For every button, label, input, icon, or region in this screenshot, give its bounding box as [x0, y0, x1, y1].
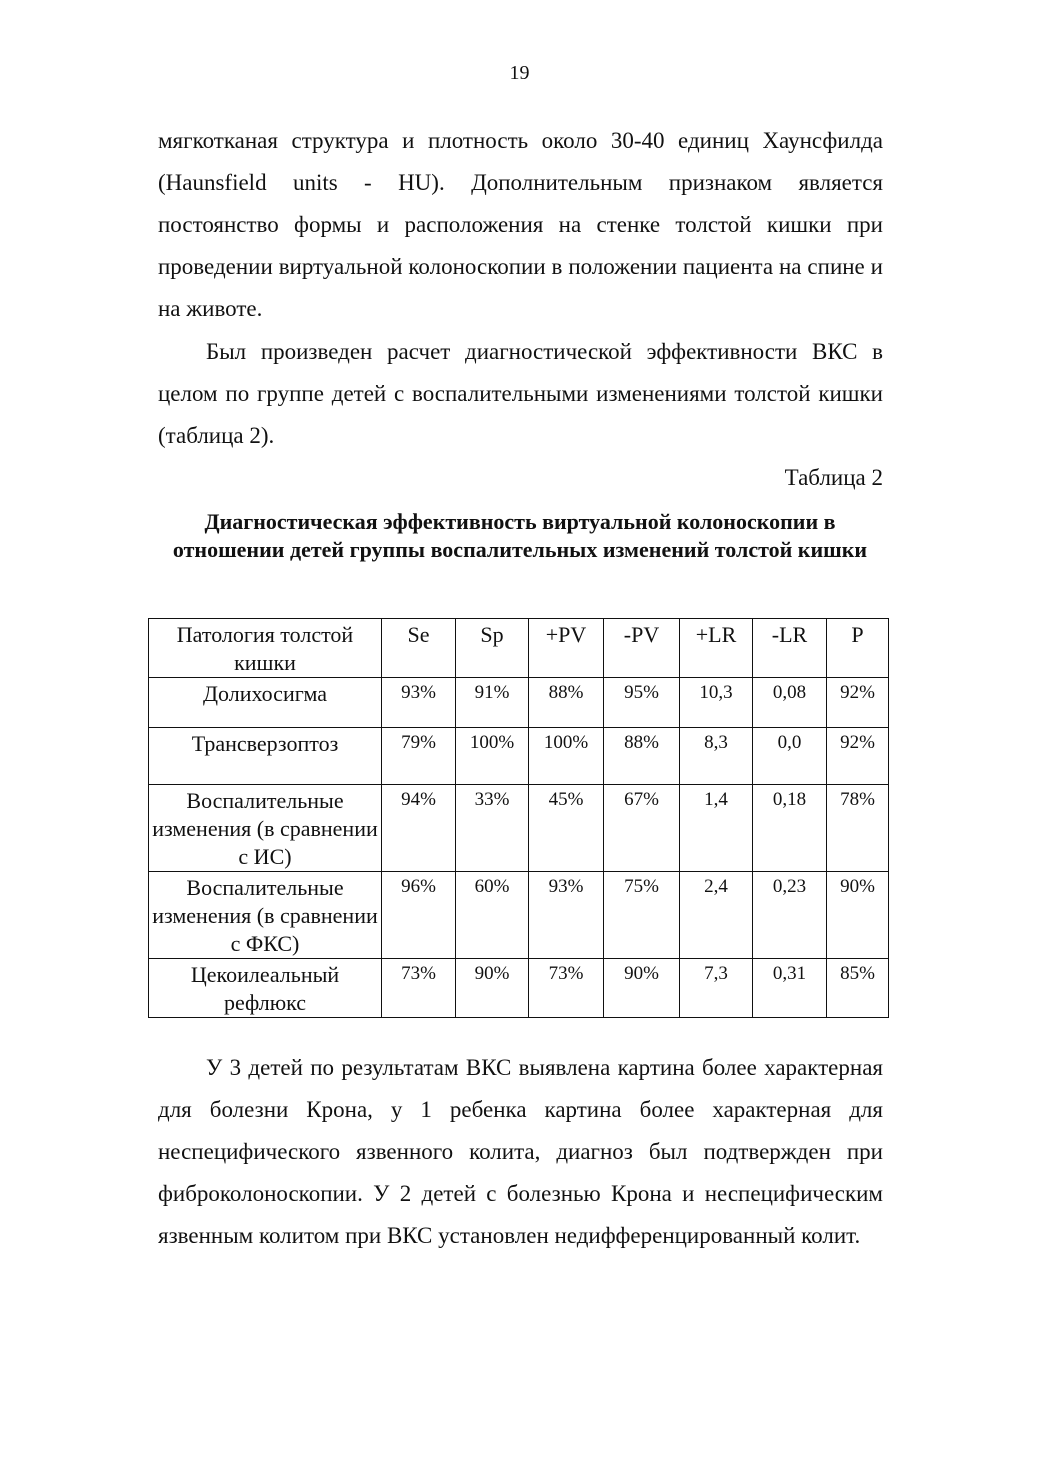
table-row [149, 785, 889, 872]
cell-sp: 91% [456, 678, 529, 728]
cell-p: 92% [827, 728, 889, 785]
cell-p: 78% [827, 785, 889, 872]
table-title: Диагностическая эффективность виртуальной колоноскопии в отношении детей группы воспалительных изменений толстой кишки [172, 509, 868, 562]
header-plus-lr: +LR [680, 619, 753, 678]
cell-minus-pv: 90% [604, 959, 680, 1018]
paragraph-crohn-results: У 3 детей по результатам ВКС выявлена картина более характерная для болезни Крона, у 1 ребенка картина более характерная для неспецифического язвенного колита, диагноз был подтвержден при фиброколоноскопии. У 2 детей с болезнью Крона и неспецифическим язвенным колитом при ВКС установлен недифференцированный колит. [158, 1055, 883, 1248]
cell-sp: 60% [456, 872, 529, 959]
row-pathology-name: Воспалительные изменения (в сравнении с ФКС) [149, 872, 382, 959]
cell-p: 92% [827, 678, 889, 728]
cell-minus-pv: 75% [604, 872, 680, 959]
paragraph-hounsfield: мягкотканая структура и плотность около 30-40 единиц Хаунсфилда (Haunsfield units - HU). Дополнительным признаком является постоянство формы и расположения на стенке толстой кишки при проведении виртуальной колоноскопии в положении пациента на спине и на животе. [158, 128, 883, 321]
cell-se: 73% [382, 959, 456, 1018]
header-minus-pv: -PV [604, 619, 680, 678]
cell-plus-lr: 1,4 [680, 785, 753, 872]
cell-plus-lr: 2,4 [680, 872, 753, 959]
cell-minus-lr: 0,18 [753, 785, 827, 872]
cell-p: 90% [827, 872, 889, 959]
cell-minus-lr: 0,0 [753, 728, 827, 785]
row-pathology-name: Воспалительные изменения (в сравнении с ИС) [149, 785, 382, 872]
cell-minus-pv: 95% [604, 678, 680, 728]
cell-sp: 100% [456, 728, 529, 785]
header-se: Se [382, 619, 456, 678]
cell-plus-pv: 88% [529, 678, 604, 728]
row-pathology-name: Долихосигма [149, 678, 382, 728]
header-plus-pv: +PV [529, 619, 604, 678]
cell-minus-lr: 0,08 [753, 678, 827, 728]
cell-plus-pv: 45% [529, 785, 604, 872]
header-pathology: Патология толстой кишки [149, 619, 382, 678]
cell-se: 93% [382, 678, 456, 728]
table-row [149, 959, 889, 1018]
page-number: 19 [509, 62, 530, 84]
row-pathology-name: Цекоилеальный рефлюкс [149, 959, 382, 1018]
cell-plus-pv: 93% [529, 872, 604, 959]
cell-p: 85% [827, 959, 889, 1018]
efficiency-table [148, 618, 889, 1018]
paragraph-efficiency-calculation: Был произведен расчет диагностической эффективности ВКС в целом по группе детей с воспалительными изменениями толстой кишки (таблица 2). [158, 339, 883, 448]
table-row [149, 872, 889, 959]
cell-se: 79% [382, 728, 456, 785]
cell-plus-lr: 8,3 [680, 728, 753, 785]
cell-minus-lr: 0,31 [753, 959, 827, 1018]
row-pathology-name: Трансверзоптоз [149, 728, 382, 785]
cell-se: 94% [382, 785, 456, 872]
cell-plus-pv: 73% [529, 959, 604, 1018]
cell-minus-pv: 88% [604, 728, 680, 785]
cell-minus-pv: 67% [604, 785, 680, 872]
table-row [149, 728, 889, 785]
table-label: Таблица 2 [784, 465, 883, 490]
cell-minus-lr: 0,23 [753, 872, 827, 959]
table-header-row [149, 619, 889, 678]
header-minus-lr: -LR [753, 619, 827, 678]
cell-plus-lr: 7,3 [680, 959, 753, 1018]
cell-plus-lr: 10,3 [680, 678, 753, 728]
cell-sp: 33% [456, 785, 529, 872]
cell-plus-pv: 100% [529, 728, 604, 785]
table-row [149, 678, 889, 728]
cell-sp: 90% [456, 959, 529, 1018]
header-sp: Sp [456, 619, 529, 678]
cell-se: 96% [382, 872, 456, 959]
header-p: P [827, 619, 889, 678]
